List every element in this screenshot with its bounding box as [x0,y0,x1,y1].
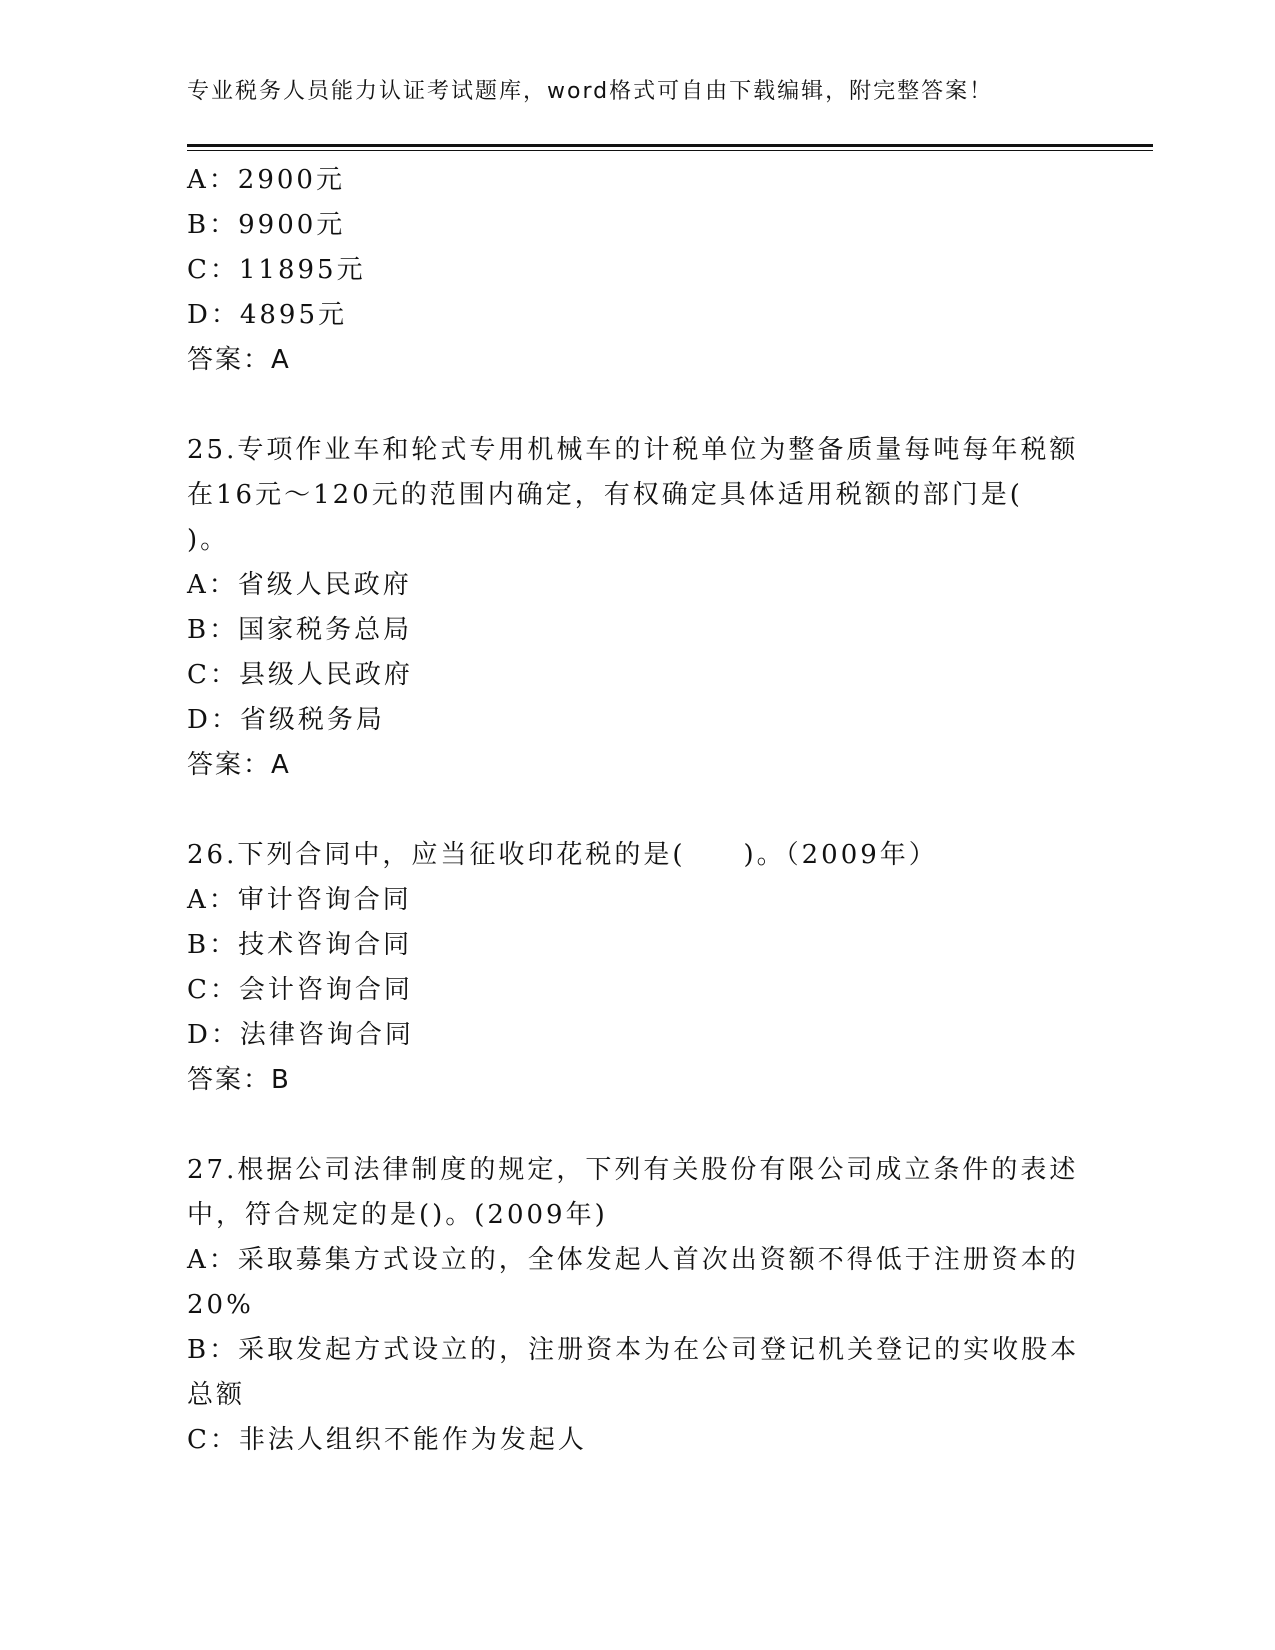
question-content [187,158,1087,1463]
q27-option-c: C：非法人组织不能作为发起人 [187,1425,587,1455]
q27-option-b-line-1: B：采取发起方式设立的，注册资本为在公司登记机关登记的实收股本 [187,1335,1080,1365]
q24-option-c: C：11895元 [187,255,366,285]
page-header: 专业税务人员能力认证考试题库，word格式可自由下载编辑，附完整答案！ [187,79,994,104]
q25-option-c: C：县级人民政府 [187,660,413,690]
q24-option-b: B：9900元 [187,210,346,240]
q27-stem-line-1: 27.根据公司法律制度的规定，下列有关股份有限公司成立条件的表述 [187,1155,1079,1185]
spacer [187,788,1087,833]
q26-option-d: D：法律咨询合同 [187,1020,414,1050]
q27-stem-line-2: 中，符合规定的是()。(2009年) [187,1200,608,1230]
q26-stem: 26.下列合同中，应当征收印花税的是( )。（2009年） [187,840,938,870]
spacer [187,383,1087,428]
header-divider-thick [187,144,1153,147]
header-divider-thin [187,150,1153,151]
q24-option-d: D：4895元 [187,300,348,330]
q26-option-a: A：审计咨询合同 [187,885,412,915]
q26-answer: 答案：B [187,1065,291,1095]
q25-answer: 答案：A [187,750,291,780]
spacer [187,1103,1087,1148]
q24-answer: 答案：A [187,345,291,375]
q24-option-a: A：2900元 [187,165,345,195]
q25-stem-line-1: 25.专项作业车和轮式专用机械车的计税单位为整备质量每吨每年税额 [187,435,1079,465]
q25-option-a: A：省级人民政府 [187,570,412,600]
q25-stem-line-3: )。 [187,525,230,555]
q25-option-d: D：省级税务局 [187,705,385,735]
q25-option-b: B：国家税务总局 [187,615,413,645]
q26-option-c: C：会计咨询合同 [187,975,413,1005]
q27-option-a-line-1: A：采取募集方式设立的，全体发起人首次出资额不得低于注册资本的 [187,1245,1079,1275]
q27-option-b-line-2: 总额 [187,1380,246,1410]
q26-option-b: B：技术咨询合同 [187,930,413,960]
q25-stem-line-2: 在16元～120元的范围内确定，有权确定具体适用税额的部门是( [187,480,1023,510]
q27-option-a-line-2: 20% [187,1290,254,1320]
